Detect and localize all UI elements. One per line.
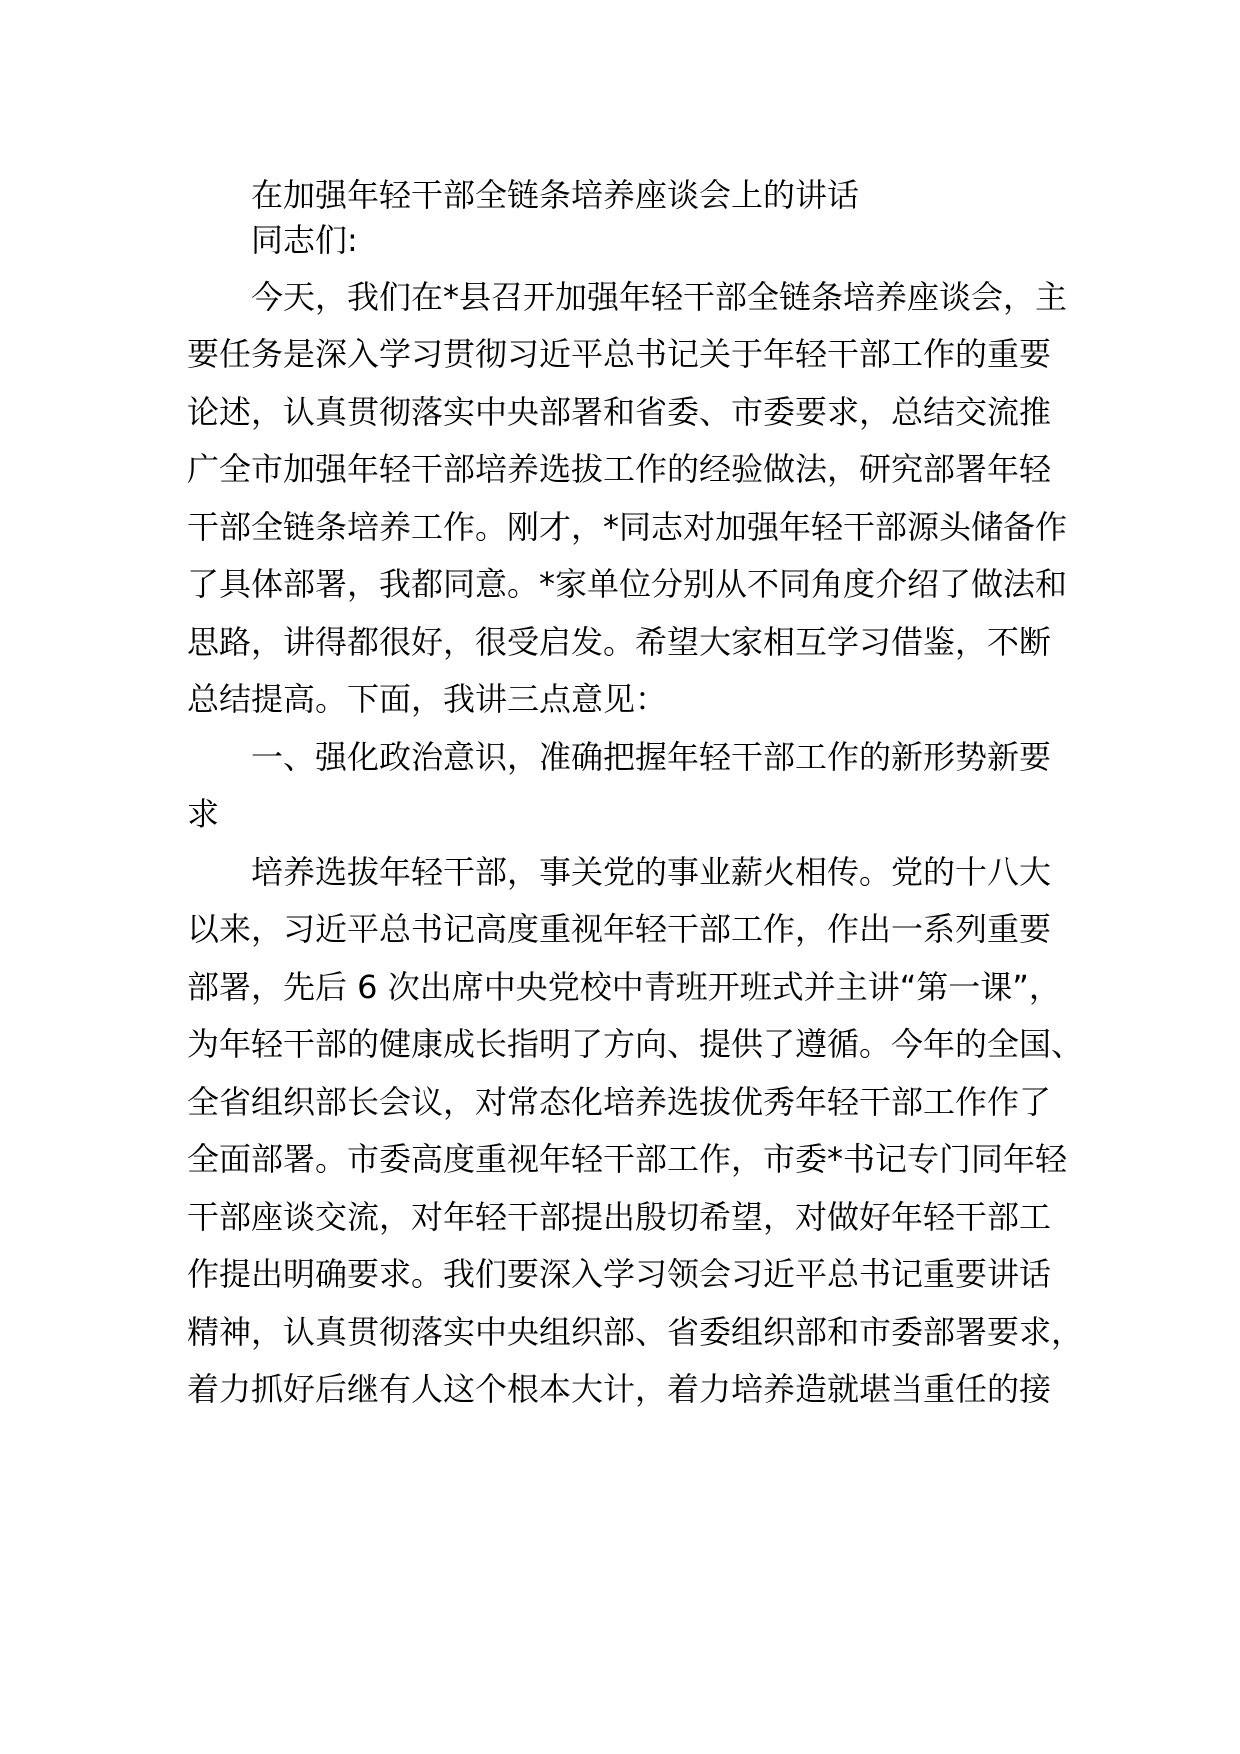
text-line: 着力抓好后继有人这个根本大计，着力培养造就堪当重任的接 (187, 1370, 1052, 1408)
text-line: 全面部署。市委高度重视年轻干部工作，市委*书记专门同年轻 (187, 1140, 1068, 1178)
text-line: 精神，认真贯彻落实中央组织部、省委组织部和市委部署要求， (187, 1313, 1084, 1351)
text-line: 干部全链条培养工作。刚才，*同志对加强年轻干部源头储备作 (187, 508, 1068, 546)
text-line: 为年轻干部的健康成长指明了方向、提供了遵循。今年的全国、 (187, 1025, 1084, 1063)
section-heading-line: 一、强化政治意识，准确把握年轻干部工作的新形势新要 (251, 738, 1052, 776)
text-line: 总结提高。下面，我讲三点意见： (187, 680, 668, 718)
text-line: 论述，认真贯彻落实中央部署和省委、市委要求，总结交流推 (187, 393, 1052, 431)
text-line: 以来，习近平总书记高度重视年轻干部工作，作出一系列重要 (187, 910, 1052, 948)
document-title: 在加强年轻干部全链条培养座谈会上的讲话 (251, 176, 860, 214)
text-line: 部署，先后 6 次出席中央党校中青班开班式并主讲“第一课”， (187, 968, 1061, 1006)
section-heading-line: 求 (187, 795, 220, 833)
text-line: 今天，我们在*县召开加强年轻干部全链条培养座谈会，主 (251, 278, 1068, 316)
text-line: 作提出明确要求。我们要深入学习领会习近平总书记重要讲话 (187, 1255, 1052, 1293)
text-line: 全省组织部长会议，对常态化培养选拔优秀年轻干部工作作了 (187, 1083, 1052, 1121)
text-line: 干部座谈交流，对年轻干部提出殷切希望，对做好年轻干部工 (187, 1198, 1052, 1236)
text-line: 广全市加强年轻干部培养选拔工作的经验做法，研究部署年轻 (187, 450, 1052, 488)
text-line: 要任务是深入学习贯彻习近平总书记关于年轻干部工作的重要 (187, 335, 1052, 373)
text-line: 了具体部署，我都同意。*家单位分别从不同角度介绍了做法和 (187, 565, 1068, 603)
text-line: 培养选拔年轻干部，事关党的事业薪火相传。党的十八大 (251, 853, 1052, 891)
text-line: 思路，讲得都很好，很受启发。希望大家相互学习借鉴，不断 (187, 623, 1052, 661)
salutation: 同志们: (251, 221, 358, 259)
